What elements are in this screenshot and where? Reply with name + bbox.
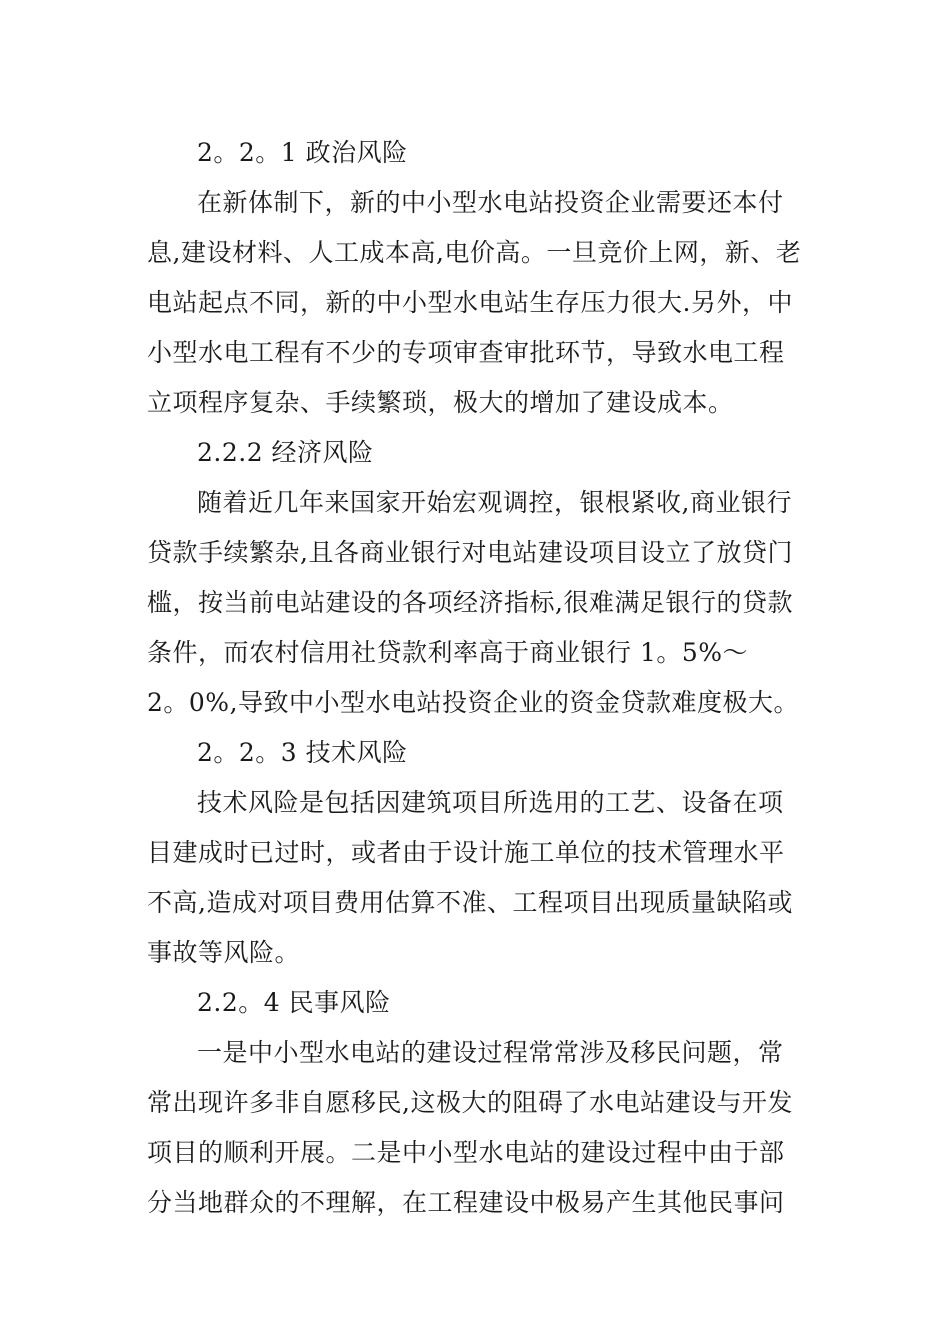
paragraph-line: 槛，按当前电站建设的各项经济指标,很难满足银行的贷款 xyxy=(147,588,793,617)
paragraph-line: 事故等风险。 xyxy=(147,938,301,967)
paragraph-line: 不高,造成对项目费用估算不准、工程项目出现质量缺陷或 xyxy=(147,888,793,917)
paragraph-line: 目建成时已过时，或者由于设计施工单位的技术管理水平 xyxy=(147,838,785,867)
heading-2-2-4: 2.2。4 民事风险 xyxy=(197,988,391,1017)
paragraph-line: 贷款手续繁杂,且各商业银行对电站建设项目设立了放贷门 xyxy=(147,538,793,567)
paragraph-line: 常出现许多非自愿移民,这极大的阻碍了水电站建设与开发 xyxy=(147,1088,793,1117)
paragraph-line: 小型水电工程有不少的专项审查审批环节，导致水电工程 xyxy=(147,338,785,367)
paragraph-line: 电站起点不同，新的中小型水电站生存压力很大.另外，中 xyxy=(147,288,793,317)
paragraph-line: 分当地群众的不理解，在工程建设中极易产生其他民事问 xyxy=(147,1188,785,1217)
paragraph-line: 随着近几年来国家开始宏观调控，银根紧收,商业银行 xyxy=(197,488,792,517)
paragraph-line: 一是中小型水电站的建设过程常常涉及移民问题，常 xyxy=(197,1038,784,1067)
heading-2-2-3: 2。2。3 技术风险 xyxy=(197,738,408,767)
paragraph-line: 技术风险是包括因建筑项目所选用的工艺、设备在项 xyxy=(197,788,784,817)
heading-2-2-1: 2。2。1 政治风险 xyxy=(197,138,408,167)
paragraph-line: 立项程序复杂、手续繁琐，极大的增加了建设成本。 xyxy=(147,388,734,417)
heading-2-2-2: 2.2.2 经济风险 xyxy=(197,438,374,467)
paragraph-line: 2。0%,导致中小型水电站投资企业的资金贷款难度极大。 xyxy=(147,688,800,717)
body-text xyxy=(147,128,802,1228)
paragraph-line: 在新体制下，新的中小型水电站投资企业需要还本付 xyxy=(197,188,784,217)
paragraph-line: 条件，而农村信用社贷款利率高于商业银行 1。5%～ xyxy=(147,638,749,667)
paragraph-line: 项目的顺利开展。二是中小型水电站的建设过程中由于部 xyxy=(147,1138,785,1167)
paragraph-line: 息,建设材料、人工成本高,电价高。一旦竞价上网，新、老 xyxy=(147,238,802,267)
